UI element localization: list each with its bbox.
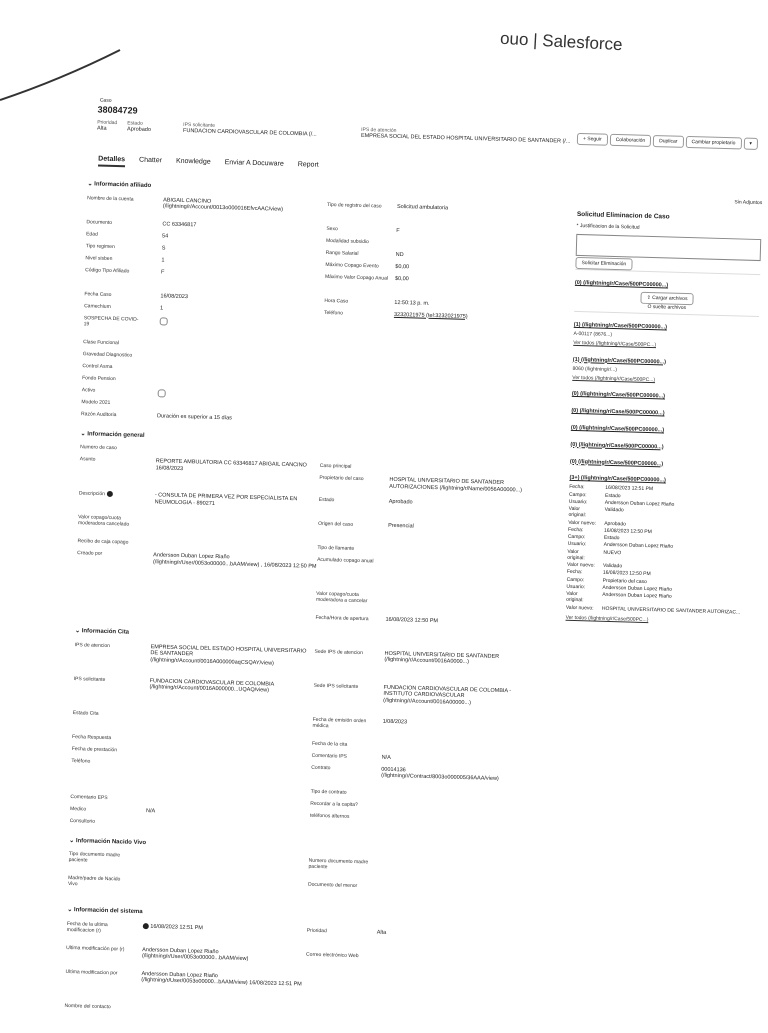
field-value: S — [161, 244, 166, 251]
attachments-status: Sin Adjuntos — [734, 199, 763, 207]
related-item[interactable]: A-00117 (8676...) — [573, 330, 613, 339]
history-key: Usuario: — [568, 498, 588, 506]
history-value: Estado — [603, 534, 620, 542]
field-value: Aprobado — [388, 498, 413, 506]
delete-request-title: Solicitud Eliminacion de Caso — [576, 211, 670, 221]
phone-link[interactable]: 3232021975 (tel:3232021975) — [393, 311, 468, 320]
field-label: Fecha de la cita — [311, 740, 348, 748]
field-label: Medico — [69, 805, 87, 812]
field-label: Razón Auditoria — [81, 410, 117, 418]
upload-button-label: Cargar archivos — [652, 294, 688, 302]
history-value: Estado — [604, 492, 621, 499]
view-all-link[interactable]: Ver todos (/lightning/r/Case/500PC...) — [572, 374, 656, 383]
contract-link[interactable]: 00014136 (/lightning/r/Contract/8003o000005/36AAA/view) — [381, 766, 499, 783]
field-label: Control Asma — [82, 362, 113, 370]
header-ips-at-key: IPS de atención — [361, 126, 397, 134]
change-owner-button[interactable]: Cambiar propietario — [685, 136, 741, 150]
field-label: Origen del caso — [318, 520, 354, 528]
field-value: 1/08/2023 — [382, 718, 408, 725]
field-label: Correo electrónico Web — [306, 951, 359, 959]
history-link[interactable]: (3+) (/lightning/r/Case/500PC00000...) — [569, 475, 666, 484]
field-label: Gravedad Diagnostico — [82, 350, 133, 359]
field-value: N/A — [145, 807, 156, 814]
field-label: Tipo documento madre paciente — [68, 850, 121, 864]
field-label: Tipo regimen — [85, 242, 115, 250]
history-key: Fecha: — [566, 569, 583, 576]
tab-knowledge[interactable]: Knowledge — [175, 157, 211, 166]
request-delete-button[interactable]: Solicitar Eliminación — [575, 257, 632, 271]
field-label: Fecha de la ultima modificacion (r) — [66, 920, 108, 934]
field-value: CC 63346817 — [162, 220, 197, 228]
history-value: Andersson Duban Lopez Riaño — [603, 542, 674, 550]
field-value: Duración es superior a 15 días — [156, 412, 233, 421]
field-value: REPORTE AMBULATORIA CC 63346817 ABIGAIL CANCINO 16/08/2023 — [155, 458, 307, 472]
field-label: Teléfono — [323, 309, 344, 316]
field-label: Fecha/Hora de apertura — [315, 614, 369, 623]
view-all-history-link[interactable]: Ver todos (/lightning/r/Case/500PC...) — [565, 614, 649, 623]
justification-label: * Justificacion de la Solicitud — [576, 223, 640, 232]
related-link-5[interactable]: (0) (/lightning/r/Case/500PC00000...) — [570, 424, 665, 434]
field-label: Creado por — [77, 550, 103, 557]
field-label: Consultorio — [69, 817, 96, 825]
header-ips-sol-key: IPS solicitante — [183, 121, 215, 129]
tab-docuware[interactable]: Enviar A Docuware — [224, 159, 284, 168]
history-key: Fecha: — [569, 484, 585, 491]
field-label: Valor copago/cuota moderadora cancelado — [77, 514, 130, 528]
field-label: Comentario EPS — [70, 793, 108, 801]
view-all-link[interactable]: Ver todos (/lightning/r/Case/500PC...) — [573, 340, 657, 349]
field-value: N/A — [381, 754, 391, 761]
case-number: 38084729 — [97, 104, 138, 116]
history-key: Valor original: — [566, 590, 584, 604]
header-ips-at-value[interactable]: EMPRESA SOCIAL DEL ESTADO HOSPITAL UNIVERSITARIO DE SANTANDER (/... — [360, 133, 571, 145]
ips-atencion-link[interactable]: EMPRESA SOCIAL DEL ESTADO HOSPITAL UNIVERSITARIO DE SANTANDER (/lightning/r/Account/0016A000000aqCSQAY/view) — [150, 643, 307, 667]
upload-area — [574, 293, 759, 314]
history-value: NUEVO — [603, 549, 622, 556]
tab-chatter[interactable]: Chatter — [138, 156, 163, 165]
info-icon[interactable] — [143, 923, 149, 929]
field-label: Caso principal — [319, 462, 352, 470]
section-cita[interactable]: ⌄ Información Cita — [74, 628, 130, 636]
related-link-7[interactable]: (0) (/lightning/r/Case/500PC00000...) — [569, 458, 664, 467]
field-label: Fecha Caso — [84, 290, 112, 298]
field-label: Hora Caso — [324, 297, 349, 305]
section-general-title: Información general — [87, 430, 145, 439]
case-page — [55, 95, 768, 1010]
sidebar — [565, 195, 762, 629]
brand-name: Salesforce — [541, 31, 624, 55]
related-link-4[interactable]: (0) (/lightning/r/Case/500PC00000...) — [571, 407, 665, 417]
field-label: Estado — [318, 496, 335, 504]
field-label: Sede IPS solicitante — [313, 682, 359, 690]
field-label: teléfonos alternos — [309, 812, 350, 820]
history-key: Valor nuevo: — [566, 561, 595, 569]
field-label: Contrato — [311, 764, 331, 771]
field-label: Numero de caso — [80, 444, 117, 452]
header-status — [127, 120, 151, 134]
related-link-3[interactable]: (0) (/lightning/r/Case/500PC00000...) — [571, 390, 666, 400]
field-value: 16/08/2023 — [160, 292, 189, 300]
history-value: 16/08/2023 12:50 PM — [602, 570, 651, 578]
field-label-text: Descripción — [78, 490, 106, 498]
history-key: Valor original: — [567, 548, 585, 562]
field-label: Numero documento madre paciente — [308, 857, 369, 871]
history-key: Valor nuevo: — [568, 519, 597, 527]
field-value: 54 — [162, 232, 169, 240]
upload-button[interactable]: ⇪ Cargar archivos — [640, 291, 693, 304]
field-value: 1 — [160, 304, 164, 311]
header-ips-solicitante — [183, 122, 317, 139]
history-value: 16/08/2023 12:50 PM — [603, 527, 652, 535]
field-label: IPS solicitante — [73, 675, 106, 683]
history-value: Aprobado — [604, 520, 627, 527]
field-label: Camechium — [84, 302, 111, 310]
details-panel — [64, 173, 542, 1027]
field-label: SOSPECHA DE COVID-19 — [83, 314, 139, 328]
tab-detalles[interactable]: Detalles — [98, 156, 125, 167]
field-value: $0,00 — [394, 275, 409, 282]
field-value: 1 — [161, 256, 165, 263]
history-key: Fecha: — [567, 526, 584, 533]
section-sistema[interactable]: ⌄ Información del sistema — [67, 906, 143, 916]
field-label: Fecha de emisión orden médica — [312, 716, 367, 729]
drop-files-label: O suelte archivos — [647, 303, 687, 312]
ips-solicitante-link[interactable]: FUNDACION CARDIOVASCULAR DE COLOMBIA (/lightning/r/Account/0016A000000...UQAQ/view) — [149, 677, 274, 694]
field-value: Alta — [376, 929, 387, 936]
collab-button[interactable]: Colaboración — [610, 134, 652, 147]
field-label: Modelo 2021 — [81, 398, 111, 406]
field-label: Documento — [86, 218, 113, 226]
sede-solicitante-link[interactable]: FUNDACION CARDIOVASCULAR DE COLOMBIA - INSTITUTO CARDIOVASCULAR (/lightning/r/Account/0016A00000...) — [383, 684, 512, 707]
owner-link[interactable]: HOSPITAL UNIVERSITARIO DE SANTANDER AUTORIZACIONES (/lightning/r/Name/0056A00000...) — [389, 476, 523, 494]
history-value: Andersson Duban Lopez Riaño — [602, 591, 672, 600]
header-ips-atencion — [361, 127, 571, 146]
header-priority — [97, 119, 117, 133]
history-key: Campo: — [567, 533, 586, 541]
field-label: Máximo Copago Evento — [325, 261, 379, 269]
header-status-key: Estado — [127, 120, 143, 127]
field-label: Tipo de contrato — [310, 788, 347, 796]
field-label: IPS de atencion — [74, 641, 111, 649]
section-afiliado[interactable]: ⌄ Información afiliado — [87, 181, 152, 190]
field-label: Recordar a la capita? — [310, 800, 358, 808]
field-label: Modalidad subsidio — [325, 237, 369, 245]
field-label: Madre/padre de Nacido Vivo — [67, 874, 121, 888]
section-afiliado-title: Información afiliado — [94, 181, 152, 190]
brand-header — [500, 29, 623, 55]
field-label: Documento del menor — [307, 881, 358, 890]
field-label: Activo — [81, 386, 96, 394]
files-related-link[interactable]: (0) (/lightning/r/Case/500PC00000...) — [574, 279, 669, 289]
field-label: Nombre del contacto — [64, 1002, 111, 1010]
field-label: Fecha de prestación — [71, 745, 118, 753]
field-value: Solicitud ambulatoria — [396, 203, 449, 211]
field-label: Asunto — [79, 456, 96, 463]
related-item[interactable]: 8060 (/lightning/r/...) — [572, 365, 618, 373]
info-icon[interactable] — [106, 491, 112, 497]
field-label: Estado Cita — [72, 709, 99, 717]
field-label: Comentario IPS — [311, 752, 348, 760]
field-value: ND — [395, 251, 404, 258]
related-link-2[interactable]: (1) (/lightning/r/Case/500PC00000...) — [572, 356, 667, 366]
related-link-1[interactable]: (1) (/lightning/r/Case/500PC00000...) — [573, 322, 668, 331]
field-value: F — [396, 227, 400, 234]
history-value: 16/08/2023 12:51 PM — [605, 485, 654, 493]
field-label: Ultima modificacion por — [65, 968, 118, 976]
section-sistema-title: Información del sistema — [73, 907, 143, 916]
modified-by-link[interactable]: Andersson Duban Lopez Riaño (/lightning/r/User/0053o00000...bAAM/view) — [141, 946, 249, 963]
section-nacido[interactable]: ⌄ Información Nacido Vivo — [69, 837, 147, 846]
history-key: Usuario: — [566, 583, 586, 591]
field-label: Valor copago/cuota moderadora a cancelar — [315, 590, 368, 605]
field-value: 16/08/2023 12:50 PM — [385, 616, 439, 625]
header-priority-key: Prioridad — [97, 119, 118, 127]
history-value: HOSPITAL UNIVERSITARIO DE SANTANDER AUTORIZAC... — [601, 605, 741, 616]
field-label: Sede IPS de atencion — [314, 648, 363, 656]
field-label: Nombre de la cuenta — [87, 194, 134, 203]
section-general[interactable]: ⌄ Información general — [80, 430, 145, 439]
header-priority-value: Alta — [96, 125, 107, 133]
field-value: $0,00 — [395, 263, 410, 270]
field-label — [79, 490, 139, 498]
history-key: Valor original: — [568, 505, 587, 519]
history-value: Validado — [604, 506, 624, 514]
brand-partial: ouo | — [499, 28, 539, 50]
field-value: - CONSULTA DE PRIMERA VEZ POR ESPECIALISTA EN NEUMOLOGIA - 890271 — [154, 492, 298, 507]
field-label: Teléfono — [71, 757, 91, 765]
field-label: Propietario del caso — [319, 474, 364, 483]
sede-atencion-link[interactable]: HOSPITAL UNIVERSITARIO DE SANTANDER (/lightning/r/Account/0016A0000...) — [384, 650, 500, 666]
header-status-value: Aprobado — [126, 126, 151, 134]
history-key: Campo: — [568, 491, 587, 498]
history-value: Andersson Duban Lopez Riaño — [602, 584, 673, 593]
duplicate-button[interactable]: Duplicar — [653, 135, 684, 148]
history-key: Valor nuevo: — [565, 604, 594, 612]
account-name-link[interactable]: ABIGAIL CANCINO (/lightning/r/Account/0013o000016EfvcAAC/view) — [162, 196, 284, 214]
divider — [575, 269, 760, 275]
history-value: Propietario del caso — [602, 577, 647, 585]
case-label: Caso — [99, 97, 112, 104]
justification-textarea[interactable] — [576, 234, 762, 261]
field-label: Prioridad — [306, 927, 327, 934]
field-value: F — [161, 268, 165, 275]
field-label: Clase Funcional — [83, 338, 120, 346]
field-label: Máximo Valor Copago Anual — [324, 273, 389, 282]
history-value: Andersson Duban Lopez Riaño — [604, 499, 675, 508]
follow-button[interactable]: + Seguir — [577, 133, 608, 146]
field-label: Fondo Pension — [82, 374, 116, 382]
field-label: Rango Salarial — [325, 249, 359, 257]
history-value: Validado — [602, 562, 623, 570]
field-value — [143, 923, 308, 935]
case-history-list — [566, 484, 754, 616]
more-actions-icon[interactable]: ▾ — [743, 138, 758, 151]
history-key: Campo: — [566, 576, 585, 583]
field-label: Tipo de registro del caso — [326, 201, 382, 209]
section-cita-title: Información Cita — [81, 628, 130, 636]
field-label: Fecha Respuesta — [72, 733, 112, 741]
action-buttons — [577, 133, 758, 150]
modified-by-link[interactable]: Andersson Duban Lopez Riaño (/lightning/r/User/0053o00000...bAAM/view) 16/08/2023 12:51 PM — [141, 970, 302, 988]
field-label: Nivel sisben — [85, 254, 113, 262]
tab-bar — [98, 156, 319, 173]
related-link-6[interactable]: (0) (/lightning/r/Case/500PC00000...) — [570, 441, 664, 451]
tab-report[interactable]: Report — [297, 161, 319, 169]
field-label: Tipo de llamante — [317, 544, 355, 552]
field-value: Presencial — [388, 522, 414, 530]
field-label: Recibo de caja copago — [77, 538, 129, 546]
field-value: 12:50:13 p. m. — [394, 299, 430, 307]
field-value-text: 16/08/2023 12:51 PM — [150, 923, 204, 931]
field-label: Acumulado copago anual — [317, 556, 374, 565]
created-by-link[interactable]: Andersson Duban Lopez Riaño (/lightning/r/User/0053o00000...bAAM/view) , 16/08/2023 12:50 PM — [152, 552, 317, 570]
history-key: Usuario: — [567, 541, 587, 548]
field-label: Ultima modificación por (r) — [66, 944, 125, 953]
field-label: Edad — [86, 230, 98, 238]
header-ips-sol-value[interactable]: FUNDACION CARDIOVASCULAR DE COLOMBIA (/... — [182, 128, 317, 138]
field-label: Sexo — [326, 225, 338, 232]
field-label: Código Tipo Afiliado — [85, 266, 130, 274]
section-nacido-title: Información Nacido Vivo — [75, 837, 147, 846]
